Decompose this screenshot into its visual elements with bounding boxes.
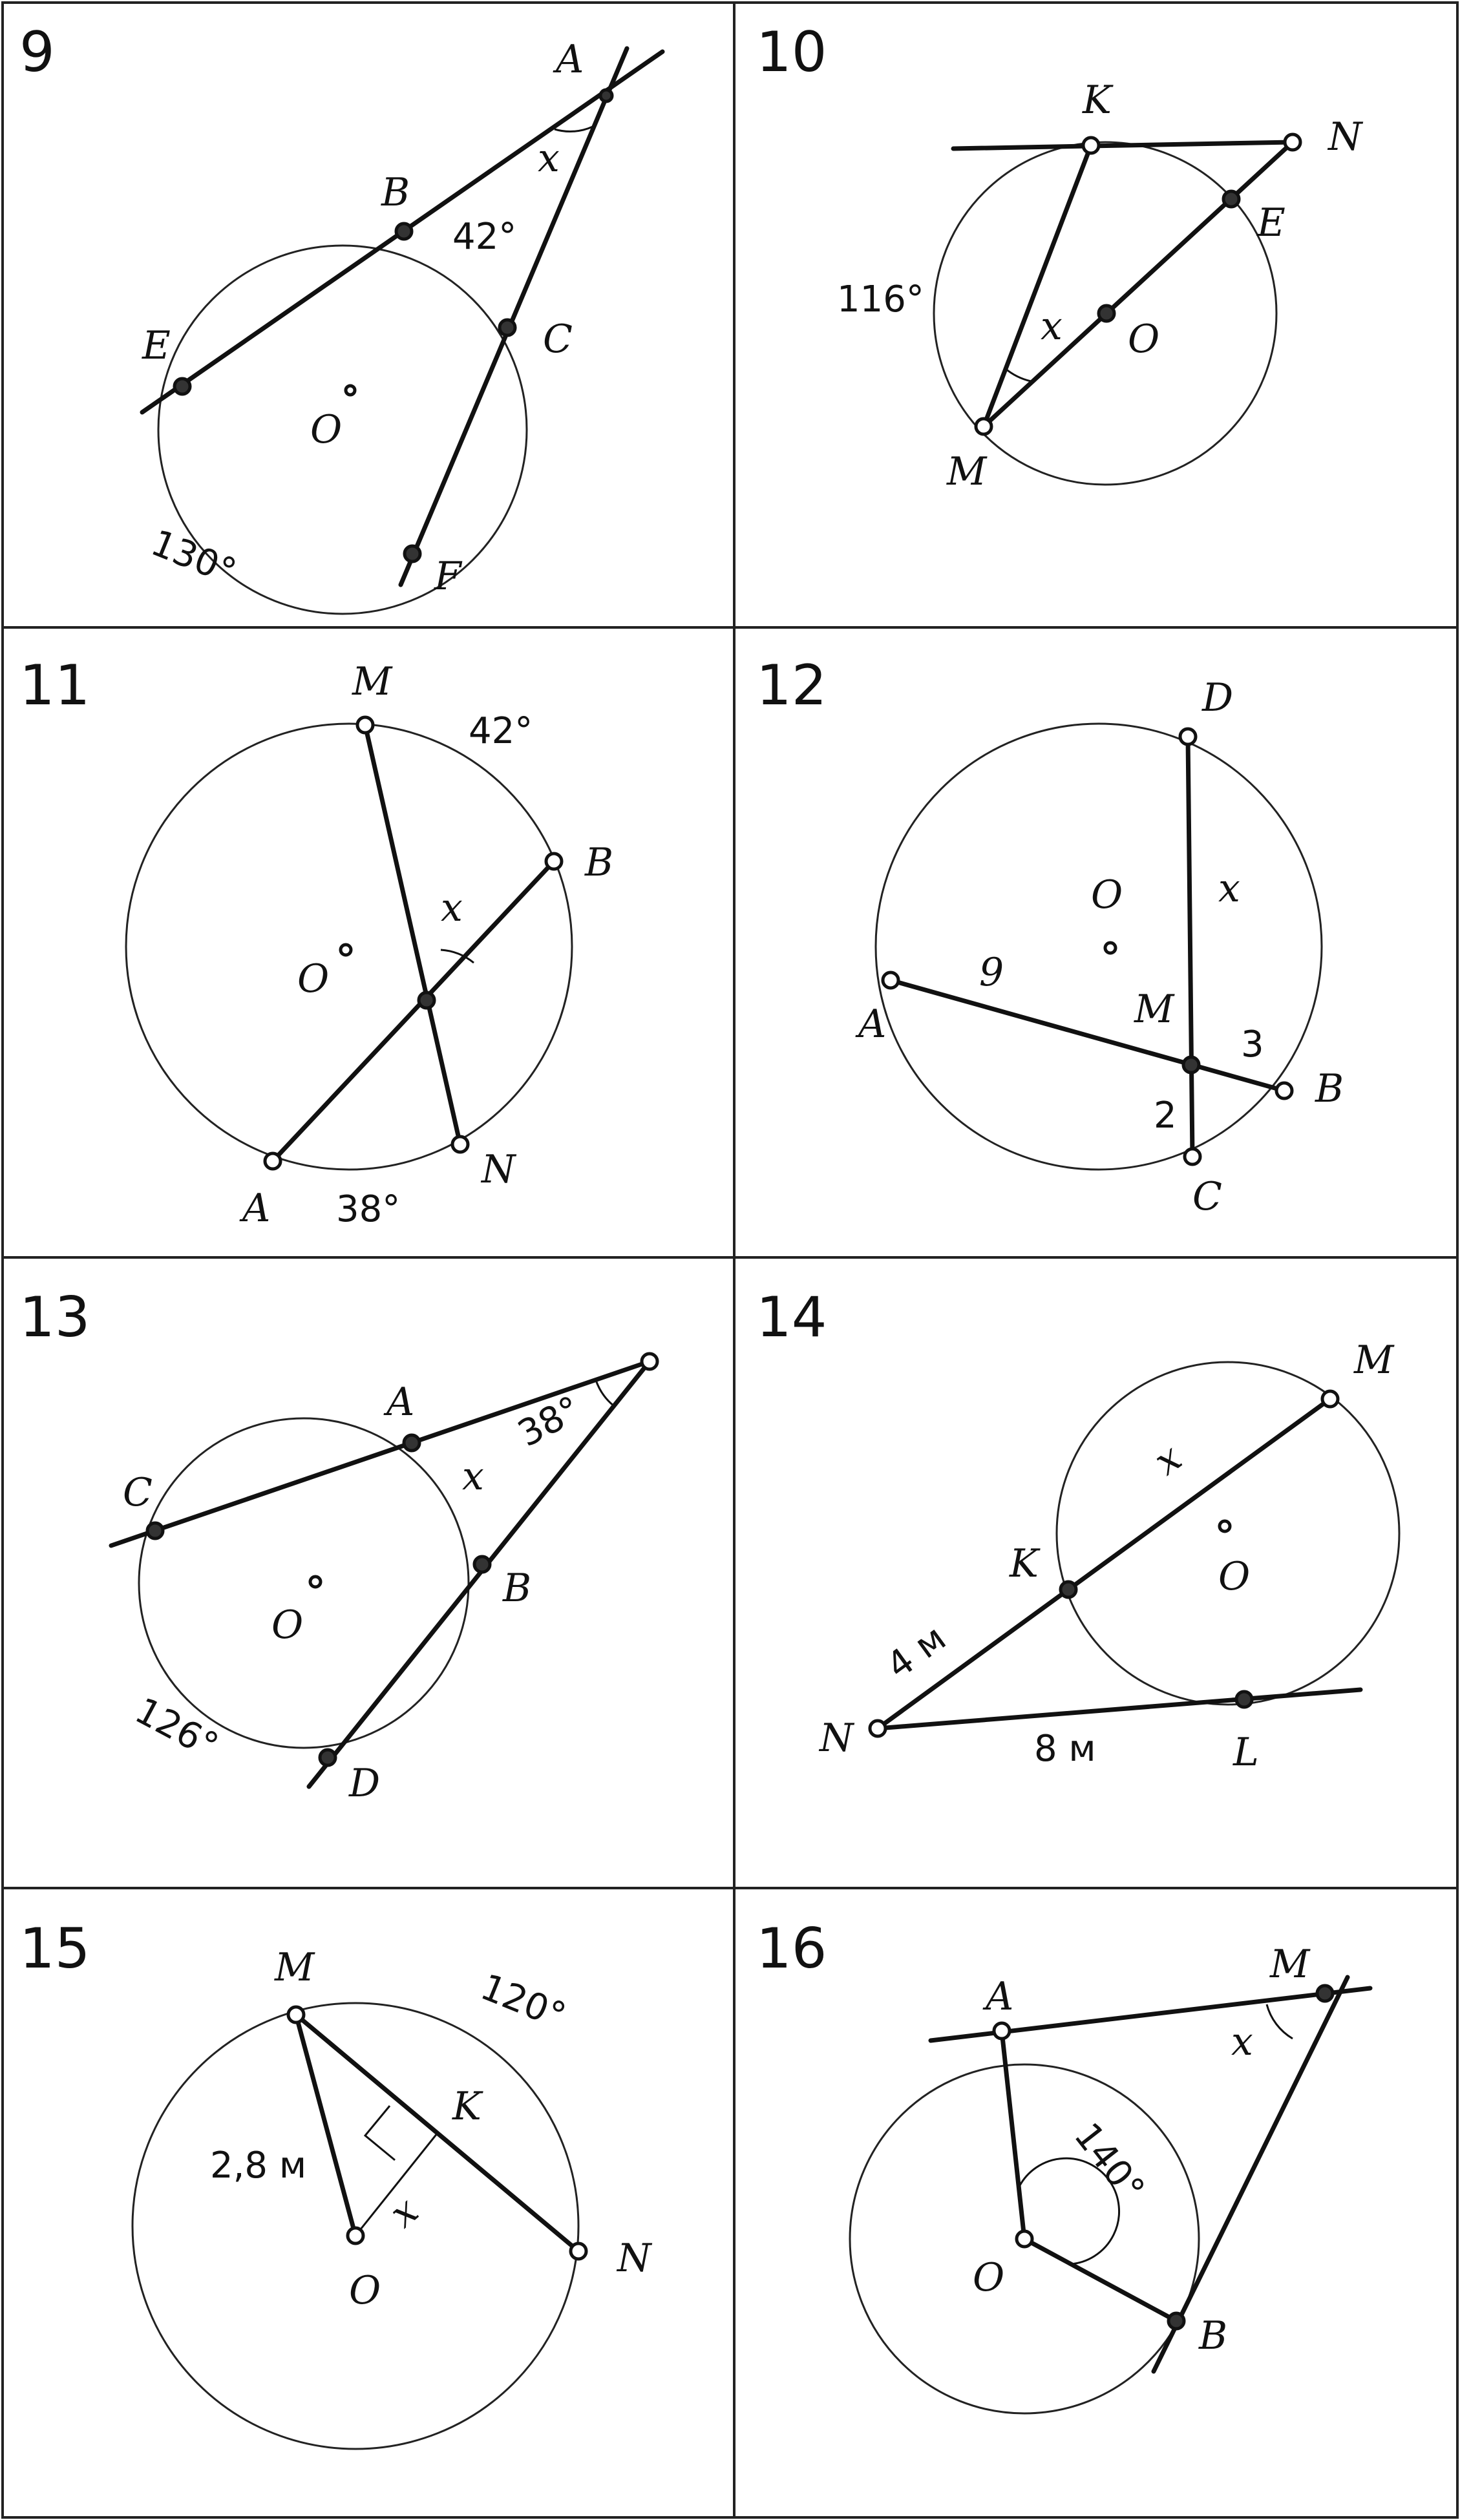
point-k: [1083, 138, 1099, 153]
label-x: x: [1231, 2019, 1253, 2064]
label-m: M: [1134, 987, 1174, 1032]
label-n: N: [820, 1716, 854, 1761]
angle-arc: [596, 1380, 614, 1406]
point-m: [1322, 1391, 1338, 1407]
point-o: [310, 1577, 321, 1587]
label-x: x: [1145, 1434, 1190, 1485]
problem-10: [756, 20, 1364, 494]
point-e: [1223, 191, 1239, 207]
arc-value: 120°: [474, 1966, 572, 2038]
problem-9: [19, 20, 662, 614]
problem-number-11: 11: [19, 653, 90, 718]
label-c: C: [123, 1470, 153, 1515]
problem-number-16: 16: [756, 1916, 827, 1981]
label-a: A: [386, 1380, 415, 1425]
point-c: [1185, 1149, 1200, 1164]
arc-top-value: 42°: [469, 710, 533, 752]
label-o: O: [297, 956, 330, 1002]
label-f: F: [434, 554, 461, 599]
segment-mc-value: 2: [1154, 1095, 1177, 1137]
label-m: M: [275, 1945, 315, 1990]
label-d: D: [1202, 675, 1234, 720]
angle-value: 38°: [511, 1388, 588, 1456]
point-a: [265, 1153, 280, 1169]
problem-number-9: 9: [19, 20, 55, 85]
label-x: x: [1041, 304, 1063, 349]
label-x: x: [381, 2188, 427, 2237]
label-o: O: [1091, 872, 1123, 918]
point-b: [546, 854, 562, 869]
label-m: M: [352, 659, 392, 704]
label-k: K: [452, 2084, 481, 2129]
point-n: [1285, 134, 1300, 150]
label-n: N: [481, 1147, 516, 1192]
point-m: [357, 717, 373, 733]
point-c: [147, 1523, 163, 1538]
label-o: O: [349, 2268, 381, 2313]
circle: [132, 2003, 578, 2449]
angle-arc: [1267, 2004, 1293, 2039]
label-x: x: [1218, 866, 1240, 911]
point-o: [1017, 2231, 1032, 2247]
arc-value: 116°: [837, 278, 924, 320]
point-o: [341, 945, 351, 955]
label-a: A: [986, 1974, 1014, 2019]
segment-am-value: 9: [979, 950, 1004, 995]
label-x: x: [441, 885, 463, 930]
label-c: C: [543, 317, 573, 362]
problem-number-14: 14: [756, 1285, 827, 1350]
point-a: [883, 972, 898, 988]
point-b: [474, 1557, 490, 1572]
point-vertex: [642, 1354, 657, 1369]
arc-value: 130°: [145, 521, 242, 594]
point-o: [1099, 306, 1114, 321]
problem-11: [19, 653, 613, 1231]
point-b: [1276, 1083, 1292, 1098]
label-a: A: [556, 37, 584, 82]
label-b: B: [585, 840, 614, 885]
chord-ab: [273, 861, 554, 1161]
circle: [1057, 1362, 1399, 1705]
problem-15: [19, 1916, 653, 2449]
problem-number-10: 10: [756, 20, 827, 85]
point-m: [1317, 1986, 1333, 2001]
point-d: [1180, 729, 1196, 744]
point-k: [1061, 1582, 1076, 1597]
point-l: [1236, 1692, 1252, 1707]
radius-om: [296, 2015, 355, 2236]
point-o: [1220, 1521, 1230, 1531]
radius-oa: [1002, 2031, 1024, 2239]
label-k: K: [1010, 1541, 1039, 1586]
label-n: N: [617, 2236, 651, 2281]
point-o: [1105, 943, 1116, 953]
point-e: [175, 379, 190, 394]
label-o: O: [973, 2255, 1005, 2300]
secant-nm: [878, 1399, 1330, 1728]
circle: [139, 1418, 469, 1748]
tangent-kn: [953, 142, 1293, 149]
arc-bottom-value: 38°: [336, 1188, 401, 1230]
problem-12: [756, 653, 1344, 1219]
label-m: M: [947, 449, 987, 494]
angle-arc: [1005, 368, 1031, 381]
problem-number-12: 12: [756, 653, 827, 718]
label-o: O: [1128, 317, 1160, 362]
point-o: [346, 386, 355, 395]
tangent-nl: [878, 1690, 1360, 1728]
label-b: B: [503, 1566, 532, 1611]
segment-mb-value: 3: [1241, 1024, 1264, 1066]
point-n: [571, 2243, 586, 2259]
point-d: [320, 1750, 335, 1765]
chord-km: [984, 145, 1091, 426]
label-d: D: [349, 1761, 381, 1806]
label-x: x: [462, 1454, 484, 1499]
chord-ab: [891, 980, 1284, 1091]
angle-arc: [555, 127, 593, 131]
point-b: [1169, 2313, 1184, 2329]
angle-value: 42°: [452, 216, 517, 258]
label-o: O: [310, 407, 343, 452]
label-o: O: [1218, 1554, 1251, 1599]
grid-lines: [3, 3, 1457, 2517]
point-intersection: [419, 992, 434, 1008]
problem-number-15: 15: [19, 1916, 90, 1981]
problem-13: [19, 1285, 657, 1806]
label-k: K: [1083, 78, 1112, 123]
label-b: B: [381, 170, 410, 215]
label-e: E: [1257, 200, 1285, 246]
label-m: M: [1270, 1942, 1310, 1987]
point-f: [405, 546, 420, 562]
point-o: [348, 2228, 363, 2243]
point-m: [288, 2007, 304, 2022]
label-o: O: [271, 1602, 304, 1648]
secant-ca: [111, 1361, 650, 1546]
label-a: A: [858, 1002, 887, 1047]
label-m: M: [1354, 1338, 1394, 1383]
point-a: [994, 2023, 1010, 2039]
segment-om-value: 2,8 м: [210, 2145, 307, 2187]
right-angle-mark: [365, 2106, 395, 2160]
arc-value: 126°: [128, 1689, 226, 1768]
label-l: L: [1233, 1730, 1259, 1775]
point-m: [976, 419, 991, 434]
point-n: [870, 1721, 885, 1736]
point-b: [396, 224, 412, 239]
point-m: [1183, 1057, 1199, 1073]
central-angle-value: 140°: [1065, 2115, 1153, 2210]
label-e: E: [142, 323, 171, 368]
point-n: [452, 1137, 468, 1152]
secant-af: [401, 48, 627, 585]
problem-16: [756, 1916, 1370, 2413]
segment-nl-value: 8 м: [1034, 1728, 1096, 1770]
segment-nk-value: 4 м: [879, 1617, 954, 1688]
chord-mn: [365, 725, 460, 1144]
label-b: B: [1199, 2313, 1228, 2358]
label-b: B: [1315, 1066, 1344, 1111]
point-a: [404, 1435, 419, 1451]
label-a: A: [242, 1186, 271, 1231]
label-n: N: [1328, 114, 1362, 160]
secant-bd: [309, 1361, 650, 1787]
label-x: x: [538, 136, 560, 181]
chord-dc: [1188, 737, 1192, 1157]
line-mn: [984, 142, 1293, 426]
problem-14: [756, 1285, 1399, 1775]
label-c: C: [1192, 1174, 1222, 1219]
circle: [876, 724, 1322, 1170]
problem-number-13: 13: [19, 1285, 90, 1350]
point-c: [500, 320, 515, 335]
point-a: [600, 90, 612, 101]
